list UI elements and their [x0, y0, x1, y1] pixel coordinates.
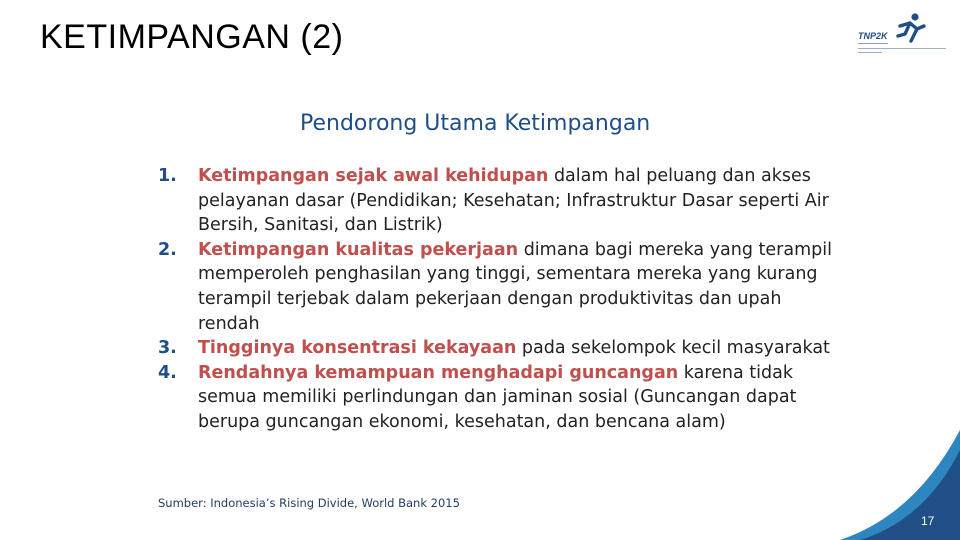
logo-tagline-line — [858, 52, 882, 53]
list-item — [158, 238, 838, 336]
logo-text: TNP2K — [858, 31, 888, 41]
item-key-phrase: Ketimpangan kualitas pekerjaan — [198, 239, 519, 260]
item-key-phrase: Rendahnya kemampuan menghadapi guncangan — [198, 362, 679, 383]
item-number: 1. — [158, 166, 177, 186]
logo-tagline-line — [858, 43, 888, 44]
page-number: 17 — [921, 514, 935, 528]
content-heading: Pendorong Utama Ketimpangan — [300, 111, 651, 136]
logo-tagline-line — [858, 48, 946, 49]
item-description: pada sekelompok kecil masyarakat — [516, 338, 830, 359]
item-description: karena tidak semua memiliki perlindungan dan jaminan sosial (Guncangan dapat berupa guncangan ekonomi, kesehatan, dan bencana alam) — [198, 362, 797, 432]
drivers-list — [158, 164, 838, 435]
list-item — [158, 164, 838, 238]
source-citation: Sumber: Indonesia’s Rising Divide, World Bank 2015 — [158, 496, 460, 510]
running-figure-icon — [890, 12, 930, 46]
item-number: 3. — [158, 338, 177, 359]
list-item — [158, 336, 838, 361]
slide-title: KETIMPANGAN (2) — [40, 18, 344, 56]
list-item — [158, 361, 838, 435]
item-key-phrase: Tingginya konsentrasi kekayaan — [198, 338, 517, 359]
tnp2k-logo — [852, 12, 948, 56]
item-description: dimana bagi mereka yang terampil memperoleh penghasilan yang tinggi, sementara mereka yang kurang terampil terjebak dalam pekerjaan dengan produktivitas dan upah rendah — [198, 239, 832, 334]
item-key-phrase: Ketimpangan sejak awal kehidupan — [198, 166, 549, 186]
item-description: dalam hal peluang dan akses pelayanan dasar (Pendidikan; Kesehatan; Infrastruktur Dasar seperti Air Bersih, Sanitasi, dan Listrik) — [198, 166, 829, 236]
item-number: 4. — [158, 362, 177, 383]
corner-decoration — [820, 430, 960, 540]
item-number: 2. — [158, 239, 177, 260]
